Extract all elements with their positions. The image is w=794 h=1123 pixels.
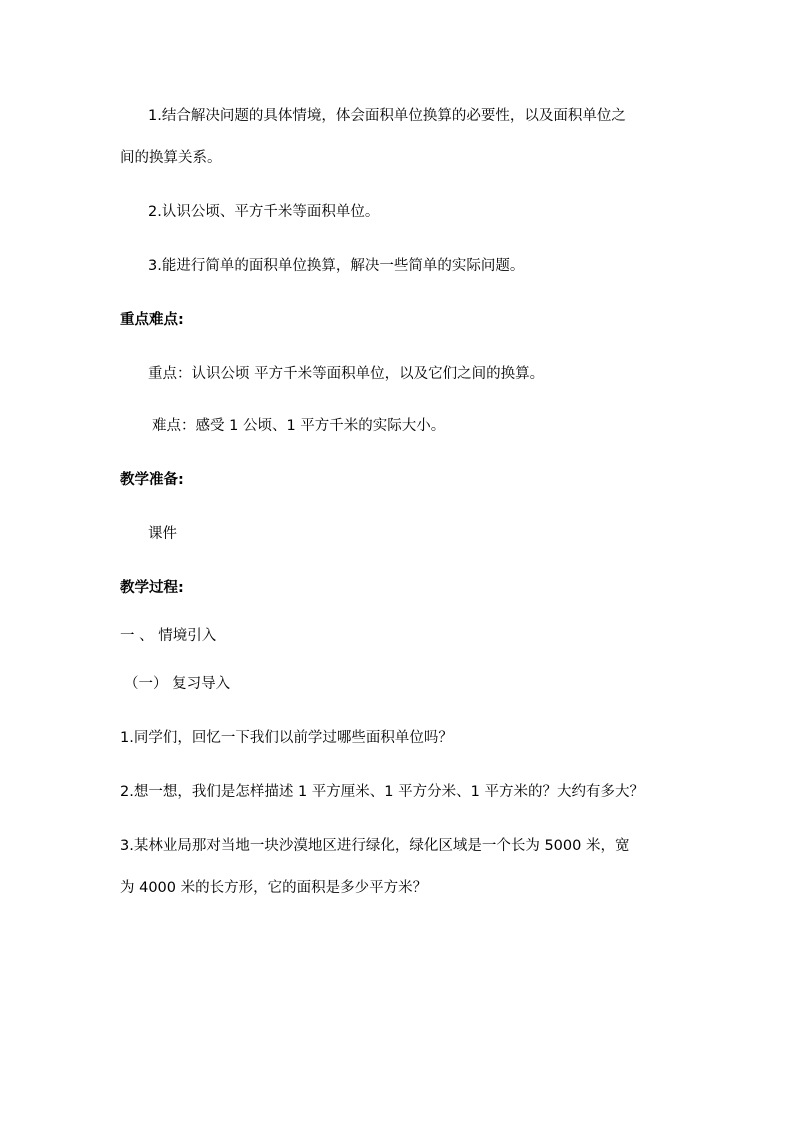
- process-heading: 教学过程:: [120, 580, 184, 596]
- subsection-1-title: （一） 复习导入: [124, 676, 231, 692]
- key-points-heading: 重点难点:: [120, 312, 184, 328]
- objective-3: 3.能进行简单的面积单位换算，解决一些简单的实际问题。: [148, 258, 525, 274]
- preparation-content: 课件: [148, 526, 177, 542]
- key-point: 重点：认识公顷 平方千米等面积单位，以及它们之间的换算。: [148, 366, 545, 382]
- section-1-title: 一 、 情境引入: [120, 628, 217, 644]
- objective-2: 2.认识公顷、平方千米等面积单位。: [148, 204, 380, 220]
- question-1: 1.同学们，回忆一下我们以前学过哪些面积单位吗？: [120, 730, 453, 746]
- question-3-line-1: 3.某林业局那对当地一块沙漠地区进行绿化，绿化区域是一个长为 5000 米，宽: [120, 838, 630, 854]
- question-3-line-2: 为 4000 米的长方形，它的面积是多少平方米？: [120, 880, 428, 896]
- question-2: 2.想一想，我们是怎样描述 1 平方厘米、1 平方分米、1 平方米的？大约有多大？: [120, 784, 644, 800]
- objective-1-line-2: 间的换算关系。: [120, 150, 222, 166]
- objective-1-line-1: 1.结合解决问题的具体情境，体会面积单位换算的必要性，以及面积单位之: [148, 108, 626, 124]
- preparation-heading: 教学准备:: [120, 472, 184, 488]
- difficulty-point: 难点：感受 1 公顷、1 平方千米的实际大小。: [152, 418, 446, 434]
